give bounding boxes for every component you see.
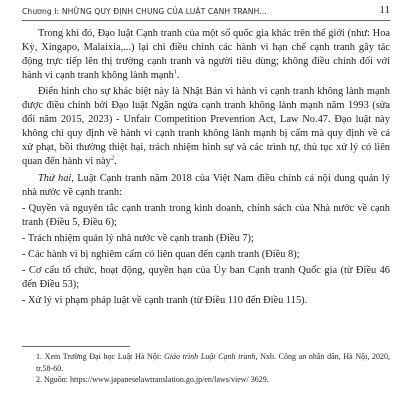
footnotes: [22, 346, 390, 386]
footnote-1: [22, 351, 390, 374]
footnote-1-title: Giáo trình Luật Cạnh tranh: [163, 352, 256, 361]
footnote-ref-2[interactable]: 2: [110, 154, 115, 162]
footnote-1-post: , Nxb. Công an nhân dân, Hà Nội, 2020, tr.58-60.: [36, 352, 390, 373]
paragraph-2-text: Điển hình cho sự khác biệt này là Nhật Bản vì hành vi cạnh tranh không lành mạnh được điều chỉnh bởi Đạo luật Ngăn ngừa cạnh tranh không lành mạnh năm 1993 (sửa đổi năm 2015, 2023) - Unfair Competition Prevention Act, Law No.47. Đạo luật này không chỉ quy định về hành vi cạnh tranh không lành mạnh bị cấm mà quy định về cả xử phạt, bồi thường thiệt hại, trách nhiệm hình sự và các trình tự, thủ tục xử lý có liên quan đến hành vi này: [22, 86, 390, 167]
list-item: - Xử lý vi phạm pháp luật về cạnh tranh (từ Điều 110 đến Điều 115).: [22, 295, 308, 306]
paragraph-3: [22, 172, 390, 200]
page-header: [22, 4, 390, 21]
footnote-ref-1[interactable]: 1: [173, 68, 178, 76]
list-item: - Trách nhiệm quản lý nhà nước về cạnh tranh (Điều 7);: [22, 233, 254, 244]
footnote-1-pre: 1. Xem Trường Đại học Luật Hà Nội:: [36, 352, 164, 361]
paragraph-1-text: Trong khi đó, Đạo luật Cạnh tranh của một số quốc gia khác trên thế giới (như: Hoa Kỳ, Xingapo, Malaixia,...) lại chỉ điều chỉnh các hành vi hạn chế cạnh tranh gây tác động trực tiếp lên thị trường cạnh tranh và người tiêu dùng; không điều chỉnh đối với hành vi cạnh tranh không lành mạnh: [22, 28, 390, 81]
list-item: - Cơ cấu tổ chức, hoạt động, quyền hạn của Ủy ban Cạnh tranh Quốc gia (từ Điều 46 đến Điều 53);: [22, 265, 390, 290]
paragraph-2-end: .: [114, 156, 117, 167]
paragraph-3-text: , Luật Cạnh tranh năm 2018 của Việt Nam điều chỉnh cả nội dung quản lý nhà nước về cạnh tranh:: [22, 173, 390, 198]
paragraph-3-lead: Thứ hai: [38, 173, 72, 184]
body-text: [22, 27, 390, 308]
paragraph-1: [22, 27, 390, 83]
paragraph-1-end: .: [177, 70, 180, 81]
list-item: - Quyền và nguyên tắc cạnh tranh trong kinh doanh, chính sách của Nhà nước về cạnh tranh (Điều 5, Điều 6);: [22, 203, 390, 228]
footnote-divider: [22, 346, 130, 347]
paragraph-2: [22, 85, 390, 169]
running-head: Chương I: NHỮNG QUY ĐỊNH CHUNG CỦA LUẬT CẠNH TRANH...: [22, 7, 267, 16]
page-number: 11: [379, 4, 390, 16]
footnote-2[interactable]: 2. Nguồn: https://www.japaneselawtranslation.go.jp/en/laws/view/ 3629.: [36, 375, 269, 385]
list-item: - Các hành vi bị nghiêm cấm có liên quan đến cạnh tranh (Điều 8);: [22, 249, 300, 260]
